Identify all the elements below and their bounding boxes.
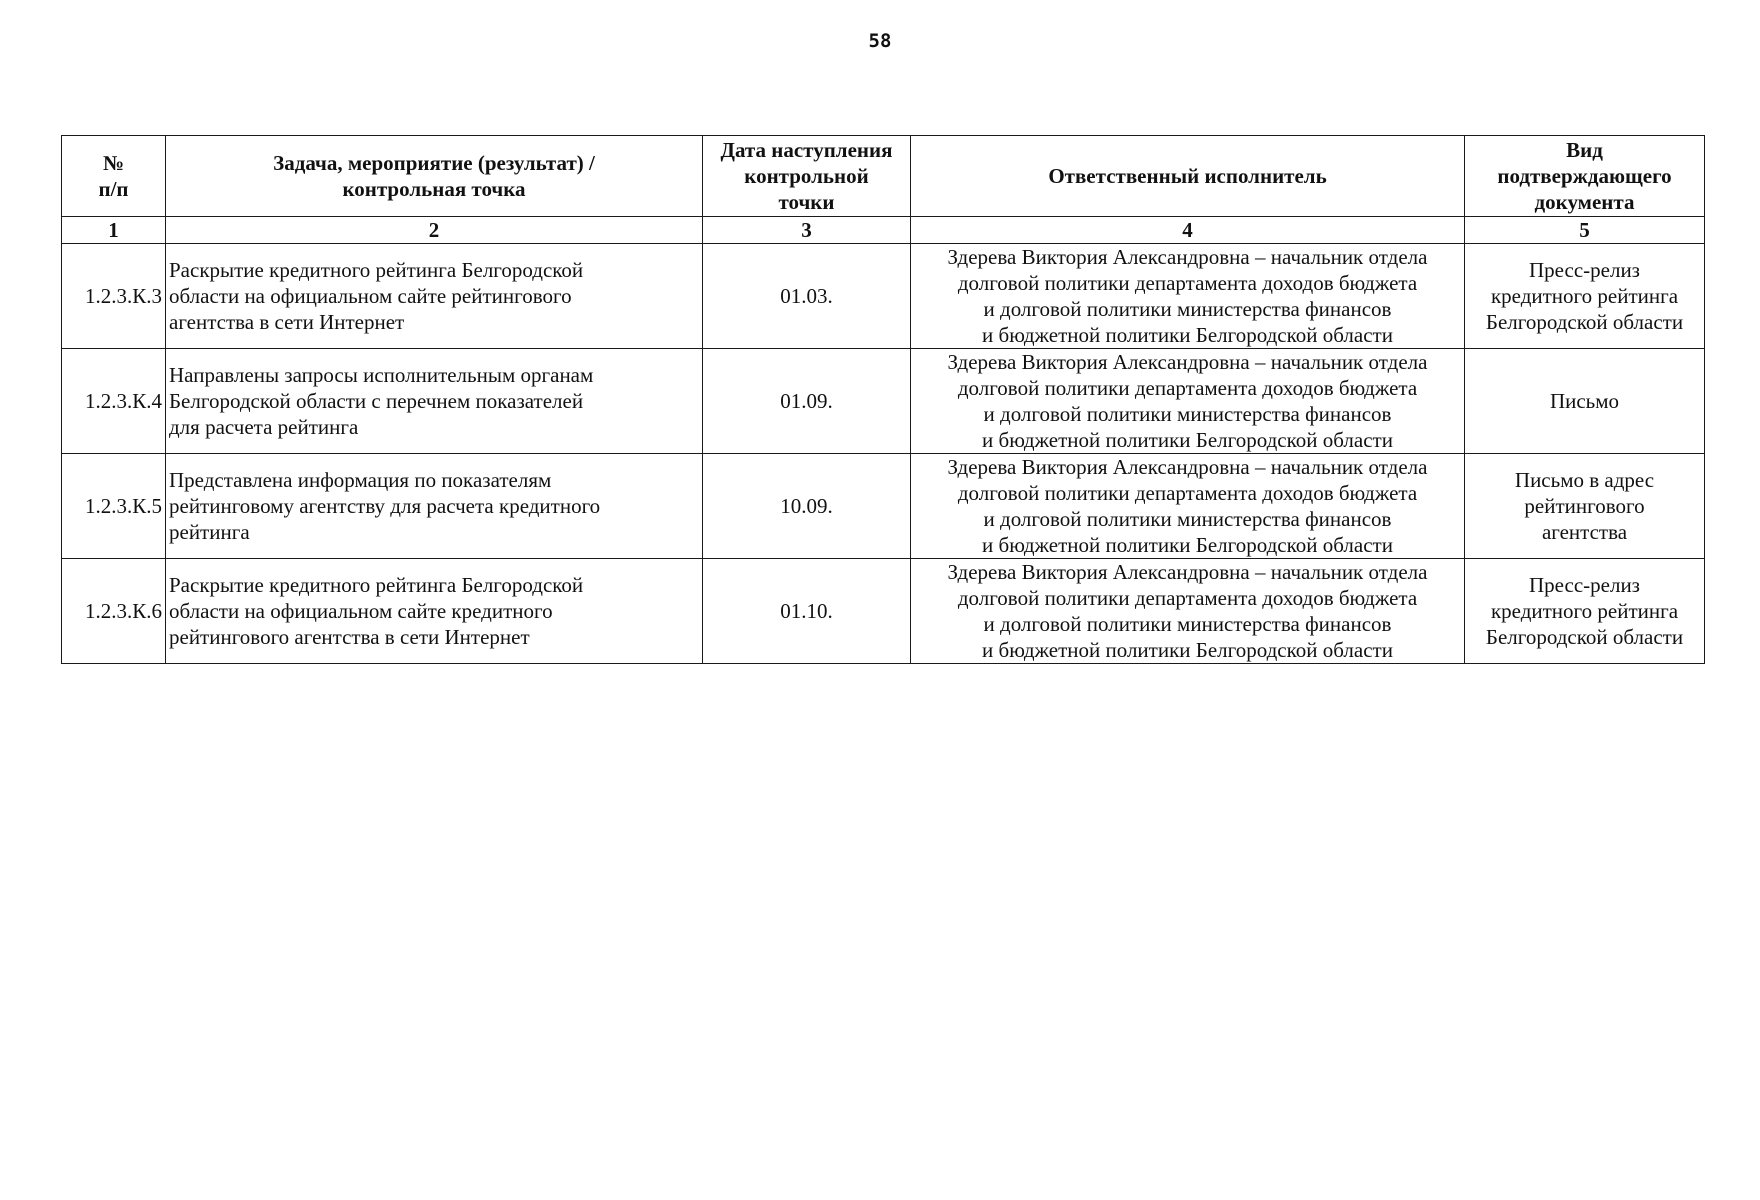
task-cell: Раскрытие кредитного рейтинга Белгородской области на официальном сайте кредитного рейтингового агентства в сети Интернет <box>166 559 703 664</box>
header-number: № п/п <box>62 136 166 217</box>
column-numbers-row <box>62 217 1705 244</box>
executor-cell: Здерева Виктория Александровна – начальник отдела долговой политики департамента доходов бюджета и долговой политики министерства финансов и бюджетной политики Белгородской области <box>911 244 1465 349</box>
column-number: 5 <box>1465 217 1705 244</box>
date-cell: 10.09. <box>703 454 911 559</box>
task-cell: Направлены запросы исполнительным органам Белгородской области с перечнем показателей для расчета рейтинга <box>166 349 703 454</box>
executor-cell: Здерева Виктория Александровна – начальник отдела долговой политики департамента доходов бюджета и долговой политики министерства финансов и бюджетной политики Белгородской области <box>911 349 1465 454</box>
task-cell: Раскрытие кредитного рейтинга Белгородской области на официальном сайте рейтингового агентства в сети Интернет <box>166 244 703 349</box>
column-number: 1 <box>62 217 166 244</box>
date-cell: 01.09. <box>703 349 911 454</box>
row-number: 1.2.3.К.6 <box>62 559 166 664</box>
column-number: 2 <box>166 217 703 244</box>
table-row <box>62 559 1705 664</box>
date-cell: 01.10. <box>703 559 911 664</box>
control-points-table <box>61 135 1705 664</box>
header-row <box>62 136 1705 217</box>
row-number: 1.2.3.К.4 <box>62 349 166 454</box>
row-number: 1.2.3.К.5 <box>62 454 166 559</box>
document-cell: Пресс-релиз кредитного рейтинга Белгородской области <box>1465 559 1705 664</box>
document-cell: Пресс-релиз кредитного рейтинга Белгородской области <box>1465 244 1705 349</box>
date-cell: 01.03. <box>703 244 911 349</box>
table-row <box>62 349 1705 454</box>
table-row <box>62 454 1705 559</box>
header-task: Задача, мероприятие (результат) / контрольная точка <box>166 136 703 217</box>
task-cell: Представлена информация по показателям рейтинговому агентству для расчета кредитного рейтинга <box>166 454 703 559</box>
executor-cell: Здерева Виктория Александровна – начальник отдела долговой политики департамента доходов бюджета и долговой политики министерства финансов и бюджетной политики Белгородской области <box>911 559 1465 664</box>
header-executor: Ответственный исполнитель <box>911 136 1465 217</box>
document-cell: Письмо в адрес рейтингового агентства <box>1465 454 1705 559</box>
row-number: 1.2.3.К.3 <box>62 244 166 349</box>
column-number: 3 <box>703 217 911 244</box>
column-number: 4 <box>911 217 1465 244</box>
document-cell: Письмо <box>1465 349 1705 454</box>
header-document: Вид подтверждающего документа <box>1465 136 1705 217</box>
header-date: Дата наступления контрольной точки <box>703 136 911 217</box>
table-row <box>62 244 1705 349</box>
page-number: 58 <box>868 30 892 52</box>
executor-cell: Здерева Виктория Александровна – начальник отдела долговой политики департамента доходов бюджета и долговой политики министерства финансов и бюджетной политики Белгородской области <box>911 454 1465 559</box>
